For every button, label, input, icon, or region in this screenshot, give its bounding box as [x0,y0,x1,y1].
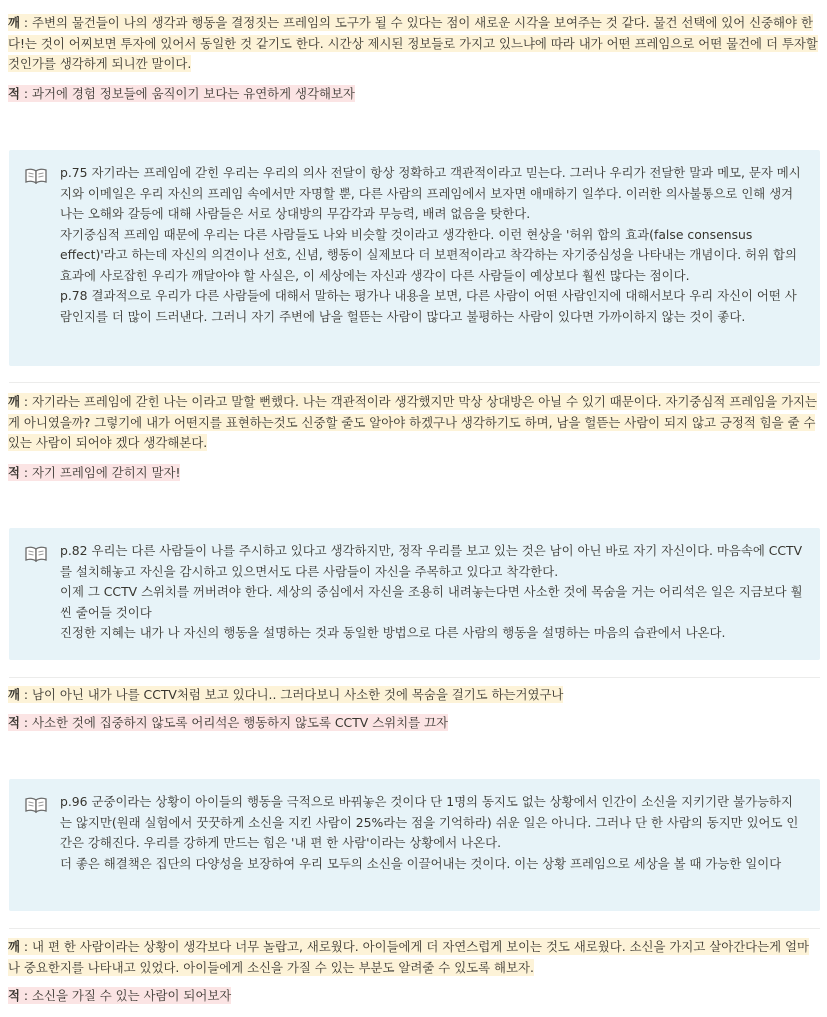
quote-paragraph: 자기중심적 프레임 때문에 우리는 다른 사람들도 나와 비슷할 것이라고 생각한다. 이런 현상을 '허위 합의 효과(false consensus effect)'라고 하는데 자신의 의견이나 선호, 신념, 행동이 실제보다 더 보편적이라고 착각하는 자기중심성을 나타내는 개념이다. 허위 합의 효과에 사로잡힌 우리가 깨달아야 할 사실은, 이 세상에는 자신과 생각이 다른 사람들이 예상보다 훨씬 많다는 점이다. [60,226,797,283]
quote-paragraph: p.82 우리는 다른 사람들이 나를 주시하고 있다고 생각하지만, 정작 우리를 보고 있는 것은 남이 아닌 바로 자기 자신이다. 마음속에 CCTV를 설치해놓고 자신을 감시하고 있으면서도 다른 사람들이 자신을 주목하고 있다고 착각한다. [60,543,803,579]
open-book-icon [25,168,47,184]
open-book-icon [25,546,47,562]
kkae-label: 깨 [8,939,20,954]
kkae-note [8,937,820,978]
jeok-text: : 사소한 것에 집중하지 않도록 어리석은 행동하지 않도록 CCTV 스위치를 끄자 [19,715,448,730]
jeok-label: 적 [8,86,20,101]
quote-paragraph: p.78 결과적으로 우리가 다른 사람들에 대해서 말하는 평가나 내용을 보면, 다른 사람이 어떤 사람인지에 대해서보다 우리 자신이 어떤 사람인지를 더 많이 드러낸다. 그러니 자기 주변에 남을 헐뜯는 사람이 많다고 불평하는 사람이 있다면 가까이하지 않는 것이 좋다. [60,288,797,324]
book-quote-callout [9,150,820,366]
kkae-text: : 주변의 물건들이 나의 생각과 행동을 결정짓는 프레임의 도구가 될 수 있다는 점이 새로운 시각을 보여주는 것 같다. 물건 선택에 있어 신중해야 한다!는 것이 어찌보면 투자에 있어서 동일한 것 같기도 한다. 시간상 제시된 정보들로 가지고 있느냐에 따라 내가 어떤 프레임으로 어떤 물건에 더 투자할 것인가를 생각하게 되니깐 말이다. [8,15,818,71]
jeok-highlight [8,85,355,102]
jeok-text: : 자기 프레임에 갇히지 말자! [19,465,181,480]
divider [9,677,820,678]
jeok-note [8,713,820,734]
jeok-text: : 과거에 경험 정보들에 움직이기 보다는 유연하게 생각해보자 [19,86,355,101]
quote-paragraph: p.75 자기라는 프레임에 갇힌 우리는 우리의 의사 전달이 항상 정확하고 객관적이라고 믿는다. 그러나 우리가 전달한 말과 메모, 문자 메시지와 이메일은 우리 자신의 프레임 속에서만 자명할 뿐, 다른 사람의 프레임에서 보자면 애매하기 일쑤다. 이러한 의사불통으로 인해 생겨나는 오해와 갈등에 대해 사람들은 서로 상대방의 무감각과 무능력, 배려 없음을 탓한다. [60,165,801,221]
book-quote-callout [9,779,820,911]
kkae-text: : 내 편 한 사람이라는 상황이 생각보다 너무 놀랍고, 새로웠다. 아이들에게 더 자연스럽게 보이는 것도 새로웠다. 소신을 가지고 살아간다는게 얼마나 중요한지를 나타내고 있었다. 아이들에게 소신을 가질 수 있는 부분도 알려줄 수 있도록 해보자. [8,939,809,975]
divider [9,928,820,929]
kkae-text: : 자기라는 프레임에 갇힌 나는 이라고 말할 뻔했다. 나는 객관적이라 생각했지만 막상 상대방은 아닐 수 있기 때문이다. 자기중심적 프레임을 가지는게 아니였을까? 그렇기에 내가 어떤지를 표현하는것도 신중할 줄도 알아야 하겠구나 생각하기도 하며, 남을 헐뜯는 사람이 되지 않고 긍정적 힘을 줄 수 있는 사람이 되어야 겠다 생각해본다. [8,394,817,450]
jeok-text: : 소신을 가질 수 있는 사람이 되어보자 [19,988,232,1003]
jeok-note [8,986,820,1007]
quote-paragraph: 이제 그 CCTV 스위치를 꺼버려야 한다. 세상의 중심에서 자신을 조용히 내려놓는다면 사소한 것에 목숨을 거는 어리석은 일은 지금보다 훨씬 줄어들 것이다 [60,584,803,620]
book-quote-callout [9,528,820,660]
open-book-icon [25,797,47,813]
jeok-label: 적 [8,988,20,1003]
jeok-highlight [8,987,231,1004]
quote-paragraph: 더 좋은 해결책은 집단의 다양성을 보장하여 우리 모두의 소신을 이끌어내는 것이다. 이는 상황 프레임으로 세상을 볼 때 가능한 일이다 [60,855,782,871]
jeok-note [8,84,820,105]
kkae-highlight [8,686,563,703]
jeok-highlight [8,714,448,731]
kkae-label: 깨 [8,394,20,409]
kkae-note [8,13,820,75]
jeok-highlight [8,464,180,481]
kkae-highlight [8,938,809,976]
kkae-highlight [8,393,817,451]
kkae-text: : 남이 아닌 내가 나를 CCTV처럼 보고 있다니.. 그러다보니 사소한 것에 목숨을 걸기도 하는거였구나 [19,687,564,702]
kkae-highlight [8,14,818,72]
quote-paragraph: p.96 군중이라는 상황이 아이들의 행동을 극적으로 바꿔놓은 것이다 단 1명의 동지도 없는 상황에서 인간이 소신을 지키기란 불가능하지는 않지만(원래 실험에서 꿋꿋하게 소신을 지킨 사람이 25%라는 점을 기억하라) 쉬운 일은 아니다. 그러나 단 한 사람의 동지만 있어도 인간은 강해진다. 우리를 강하게 만드는 힘은 '내 편 한 사람'이라는 상황에서 나온다. [60,794,799,850]
kkae-note [8,685,820,706]
divider [9,382,820,383]
kkae-note [8,392,820,454]
jeok-note [8,463,820,484]
quote-paragraph: 진정한 지혜는 내가 나 자신의 행동을 설명하는 것과 동일한 방법으로 다른 사람의 행동을 설명하는 마음의 습관에서 나온다. [60,625,726,640]
jeok-label: 적 [8,465,20,480]
kkae-label: 깨 [8,15,20,30]
jeok-label: 적 [8,715,20,730]
kkae-label: 깨 [8,687,20,702]
